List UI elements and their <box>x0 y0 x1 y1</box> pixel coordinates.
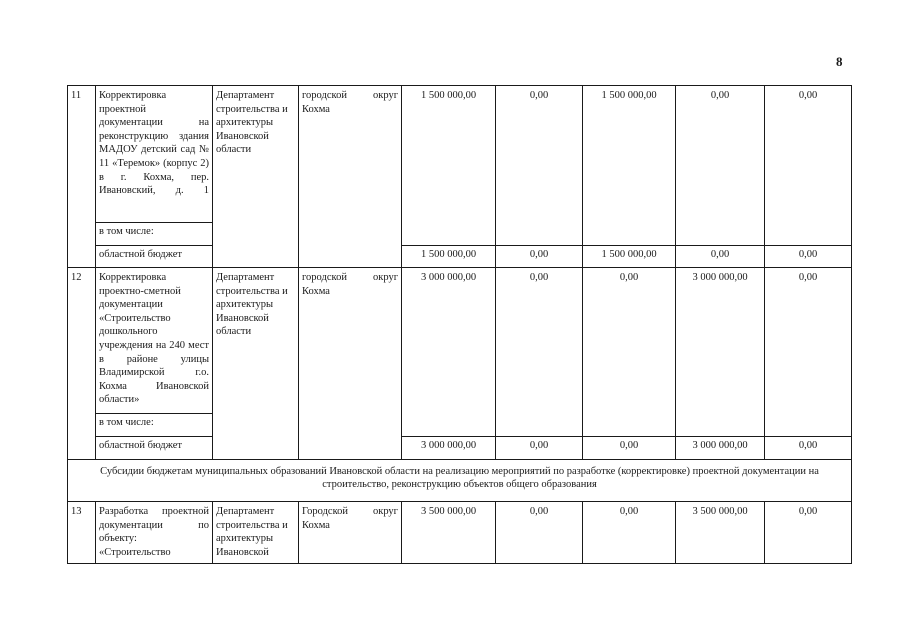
executor: Департамент строительства и архитектуры Ивановской области <box>213 268 299 460</box>
municipality: Городской округ Кохма <box>299 502 402 564</box>
value-cell: 0,00 <box>765 437 852 460</box>
table-row-12 <box>68 268 852 414</box>
measure-name: Корректировка проектной документации на реконструкцию здания МАДОУ детский сад № 11 «Теремок» (корпус 2) в г. Кохма, пер. Ивановский, д. 1 <box>96 86 213 223</box>
value-cell: 0,00 <box>496 437 583 460</box>
value-cell: 0,00 <box>676 86 765 246</box>
table-row-11 <box>68 86 852 223</box>
row-number: 13 <box>68 502 96 564</box>
value-cell: 3 000 000,00 <box>676 437 765 460</box>
sub-label: в том числе: <box>96 414 213 437</box>
value-cell: 0,00 <box>765 268 852 437</box>
value-cell: 3 000 000,00 <box>676 268 765 437</box>
measure-name: Разработка проектной документации по объекту: «Строительство <box>96 502 213 564</box>
row-number: 12 <box>68 268 96 460</box>
value-cell: 3 500 000,00 <box>676 502 765 564</box>
value-cell: 0,00 <box>583 437 676 460</box>
table-row-sub <box>68 437 852 460</box>
executor: Департамент строительства и архитектуры Ивановской области <box>213 86 299 268</box>
value-cell: 1 500 000,00 <box>583 86 676 246</box>
value-cell: 0,00 <box>496 268 583 437</box>
municipality: городской округ Кохма <box>299 268 402 460</box>
value-cell: 0,00 <box>496 502 583 564</box>
value-cell: 3 000 000,00 <box>402 268 496 437</box>
value-cell: 0,00 <box>765 502 852 564</box>
page-number: 8 <box>836 54 843 69</box>
value-cell: 1 500 000,00 <box>402 86 496 246</box>
value-cell: 3 500 000,00 <box>402 502 496 564</box>
budget-table <box>67 85 852 564</box>
municipality: городской округ Кохма <box>299 86 402 268</box>
value-cell: 0,00 <box>765 86 852 246</box>
table-row-sub <box>68 246 852 268</box>
value-cell: 0,00 <box>583 502 676 564</box>
value-cell: 0,00 <box>583 268 676 437</box>
sub-label: областной бюджет <box>96 437 213 460</box>
table-row-13 <box>68 502 852 564</box>
value-cell: 1 500 000,00 <box>402 246 496 268</box>
value-cell: 3 000 000,00 <box>402 437 496 460</box>
value-cell: 0,00 <box>496 246 583 268</box>
measure-name: Корректировка проектно-сметной документации «Строительство дошкольного учреждения на 240 мест в районе улицы Владимирской г.о. Кохма Ивановской области» <box>96 268 213 414</box>
value-cell: 0,00 <box>676 246 765 268</box>
row-number: 11 <box>68 86 96 268</box>
executor: Департамент строительства и архитектуры Ивановской <box>213 502 299 564</box>
value-cell: 0,00 <box>765 246 852 268</box>
sub-label: областной бюджет <box>96 246 213 268</box>
value-cell: 1 500 000,00 <box>583 246 676 268</box>
sub-label: в том числе: <box>96 223 213 246</box>
section-heading-row <box>68 460 852 502</box>
value-cell: 0,00 <box>496 86 583 246</box>
section-heading: Субсидии бюджетам муниципальных образований Ивановской области на реализацию мероприятий по разработке (корректировке) проектной документации на строительство, реконструкцию объектов общего образования <box>68 460 852 502</box>
